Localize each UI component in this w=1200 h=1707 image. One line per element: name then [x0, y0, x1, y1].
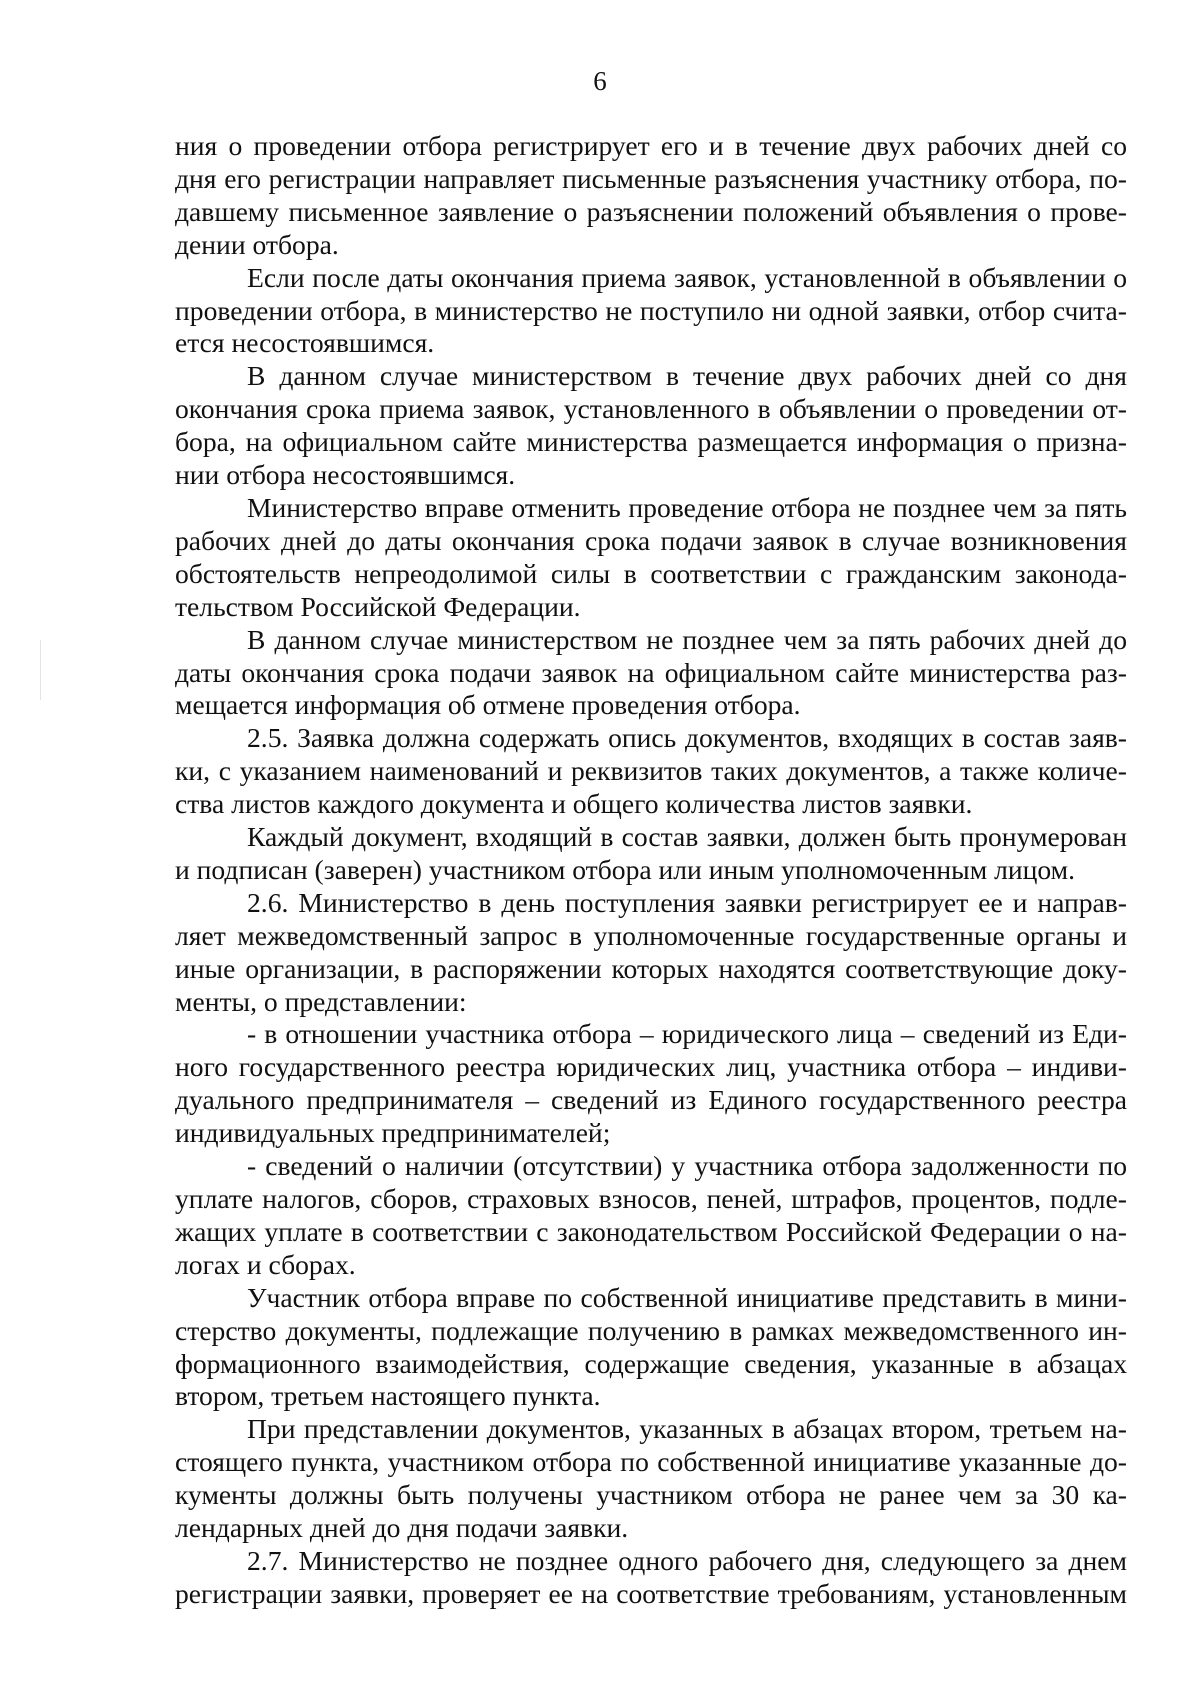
text-line: даты окончания срока подачи заявок на официальном сайте министерства раз- [175, 656, 1127, 688]
paragraph-10 [175, 1150, 1127, 1282]
text-line: индивидуальных предпринимателей; [175, 1117, 611, 1149]
text-line: давшему письменное заявление о разъяснении положений объявления о прове- [175, 195, 1127, 227]
text-line: окончания срока приема заявок, установленного в объявлении о проведении от- [175, 393, 1127, 425]
text-line: стерство документы, подлежащие получению в рамках межведомственного ин- [175, 1314, 1127, 1346]
text-line: мещается информация об отмене проведения отбора. [175, 689, 801, 721]
paragraph-11 [175, 1282, 1127, 1414]
text-line: стоящего пункта, участником отбора по собственной инициативе указанные до- [175, 1446, 1127, 1478]
text-line: обстоятельств непреодолимой силы в соответствии с гражданским законода- [175, 557, 1127, 589]
text-line: формационного взаимодействия, содержащие сведения, указанные в абзацах [175, 1347, 1127, 1379]
text-line: - в отношении участника отбора – юридического лица – сведений из Еди- [247, 1018, 1127, 1050]
text-line: дении отбора. [175, 228, 339, 260]
text-line: втором, третьем настоящего пункта. [175, 1380, 601, 1412]
paragraph-6 [175, 722, 1127, 821]
text-line: лендарных дней до дня подачи заявки. [175, 1512, 629, 1544]
text-line: иные организации, в распоряжении которых находятся соответствующие доку- [175, 952, 1127, 984]
paragraph-4 [175, 492, 1127, 624]
text-line: дня его регистрации направляет письменные разъяснения участнику отбора, по- [175, 162, 1127, 194]
text-line: Участник отбора вправе по собственной инициативе представить в мини- [247, 1281, 1127, 1313]
text-line: ки, с указанием наименований и реквизитов таких документов, а также количе- [175, 755, 1127, 787]
paragraph-12 [175, 1413, 1127, 1545]
text-line: рабочих дней до даты окончания срока подачи заявок в случае возникновения [175, 524, 1127, 556]
text-line: ства листов каждого документа и общего количества листов заявки. [175, 788, 973, 820]
paragraph-13 [175, 1545, 1127, 1611]
text-line: Если после даты окончания приема заявок, установленной в объявлении о [247, 261, 1127, 293]
text-line: тельством Российской Федерации. [175, 590, 581, 622]
paragraph-2 [175, 262, 1127, 361]
text-line: регистрации заявки, проверяет ее на соответствие требованиям, установленным [175, 1577, 1127, 1609]
text-line: логах и сборах. [175, 1248, 356, 1280]
text-line: 2.6. Министерство в день поступления заявки регистрирует ее и направ- [247, 886, 1127, 918]
text-line: жащих уплате в соответствии с законодательством Российской Федерации о на- [175, 1215, 1127, 1247]
text-line: ляет межведомственный запрос в уполномоченные государственные органы и [175, 919, 1127, 951]
text-line: Каждый документ, входящий в состав заявки, должен быть пронумерован [247, 821, 1127, 853]
paragraph-8 [175, 887, 1127, 1019]
text-line: В данном случае министерством не позднее чем за пять рабочих дней до [247, 623, 1127, 655]
text-line: Министерство вправе отменить проведение отбора не позднее чем за пять [247, 491, 1127, 523]
text-line: ется несостоявшимся. [175, 327, 435, 359]
text-line: 2.5. Заявка должна содержать опись документов, входящих в состав заяв- [247, 722, 1127, 754]
text-line: и подписан (заверен) участником отбора или иным уполномоченным лицом. [175, 853, 1076, 885]
text-line: дуального предпринимателя – сведений из Единого государственного реестра [175, 1084, 1127, 1116]
text-line: нии отбора несостоявшимся. [175, 459, 516, 491]
text-line: уплате налогов, сборов, страховых взносов, пеней, штрафов, процентов, подле- [175, 1183, 1127, 1214]
text-line: проведении отбора, в министерство не поступило ни одной заявки, отбор счита- [175, 294, 1127, 326]
scan-artifact [40, 640, 41, 700]
paragraph-7 [175, 821, 1127, 887]
text-line: кументы должны быть получены участником отбора не ранее чем за 30 ка- [175, 1479, 1127, 1511]
text-line: бора, на официальном сайте министерства размещается информация о призна- [175, 426, 1127, 458]
document-body [175, 130, 1127, 1611]
text-line: ного государственного реестра юридических лиц, участника отбора – индиви- [175, 1051, 1127, 1083]
text-line: При представлении документов, указанных в абзацах втором, третьем на- [247, 1413, 1127, 1445]
text-line: В данном случае министерством в течение двух рабочих дней со дня [247, 360, 1127, 392]
text-line: менты, о представлении: [175, 985, 467, 1017]
paragraph-5 [175, 624, 1127, 723]
paragraph-3 [175, 360, 1127, 492]
text-line: ния о проведении отбора регистрирует его и в течение двух рабочих дней со [175, 130, 1127, 161]
text-line: - сведений о наличии (отсутствии) у участника отбора задолженности по [247, 1150, 1127, 1182]
text-line: 2.7. Министерство не позднее одного рабочего дня, следующего за днем [247, 1544, 1127, 1576]
paragraph-9 [175, 1018, 1127, 1150]
paragraph-1 [175, 130, 1127, 262]
page-number: 6 [593, 66, 607, 96]
